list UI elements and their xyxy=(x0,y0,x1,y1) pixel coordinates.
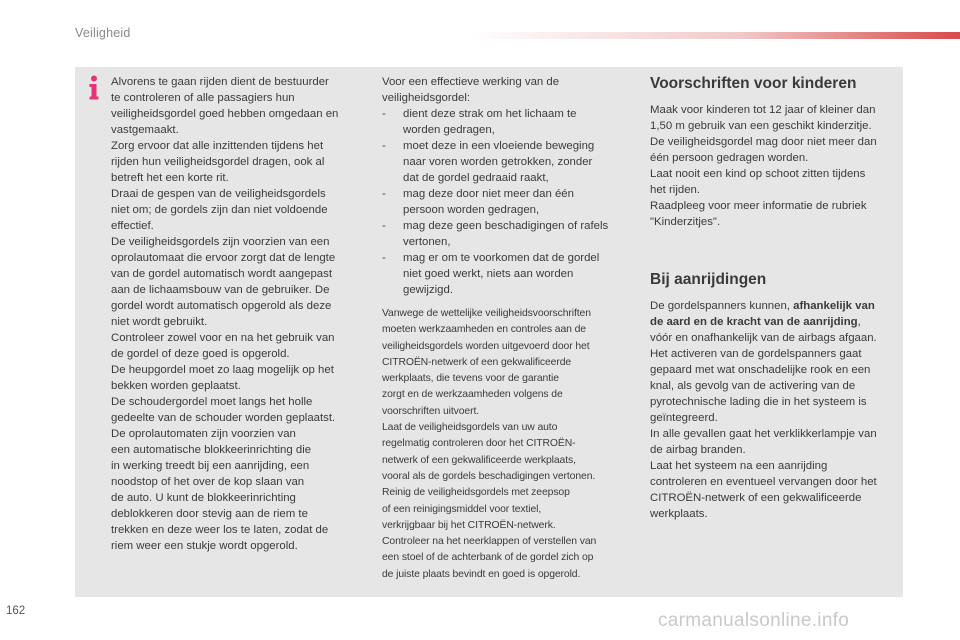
list-item-text: mag er om te voorkomen dat de gordel niet goed werkt, niets aan worden gewijzigd. xyxy=(403,252,600,296)
collisions-paragraph xyxy=(650,298,900,522)
collisions-bold-text: afhankelijk van xyxy=(793,300,875,312)
info-panel xyxy=(75,67,903,597)
collisions-bold-text: de aard en de kracht van de aanrijding xyxy=(650,316,858,328)
list-item-text: dient deze strak om het lichaam te worden gedragen, xyxy=(403,108,577,136)
list-dash: - xyxy=(382,188,386,200)
list-item-text: moet deze in een vloeiende beweging naar voren worden getrokken, zonder dat de gordel gedraaid raakt, xyxy=(403,140,595,184)
header-accent-bar xyxy=(470,32,960,39)
effectiveness-list xyxy=(382,106,634,298)
list-dash: - xyxy=(382,140,386,152)
collisions-text: , xyxy=(857,316,861,328)
page-number: 162 xyxy=(6,605,26,617)
list-item xyxy=(382,138,634,186)
list-item xyxy=(382,186,634,218)
section-title-children: Voorschriften voor kinderen xyxy=(650,75,857,92)
collisions-text: vóór en onafhankelijk van de airbags afgaan. Het activeren van de gordelspanners gaat gepaard met wat onschadelijke rook en een knal, als gevolg van de activering van de pyrotechnische lading die in het systeem is geïntegreerd. In alle gevallen gaat het verklikkerlampje van de airbag branden. Laat het systeem na een aanrijding controleren en eventueel vervangen door het CITROËN-netwerk of een gekwalificeerde werkplaats. xyxy=(650,332,877,520)
children-paragraph: Maak voor kinderen tot 12 jaar of kleiner dan 1,50 m gebruik van een geschikt kinderzitje. De veiligheidsgordel mag door niet meer dan één persoon gedragen worden. Laat nooit een kind op schoot zitten tijdens het rijden. Raadpleeg voor meer informatie de rubriek "Kinderzitjes". xyxy=(650,104,877,228)
column2-intro: Voor een effectieve werking van de veiligheidsgordel: xyxy=(382,76,560,104)
list-dash: - xyxy=(382,108,386,120)
column1-paragraph: Alvorens te gaan rijden dient de bestuurder te controleren of alle passagiers hun veiligheidsgordel goed hebben omgedaan en vastgemaakt. Zorg ervoor dat alle inzittenden tijdens het rijden hun veiligheidsgordel dragen, ook al betreft het een korte rit. Draai de gespen van de veiligheidsgordels niet om; de gordels zijn dan niet voldoende effectief. De veiligheidsgordels zijn voorzien van een oprolautomaat die ervoor zorgt dat de lengte van de gordel automatisch wordt aangepast aan de lichaamsbouw van de gebruiker. De gordel wordt automatisch opgerold als deze niet wordt gebruikt. Controleer zowel voor en na het gebruik van de gordel of deze goed is opgerold. De heupgordel moet zo laag mogelijk op het bekken worden geplaatst. De schoudergordel moet langs het holle gedeelte van de schouder worden geplaatst. De oprolautomaten zijn voorzien van een automatische blokkeerinrichting die in werking treedt bij een aanrijding, een noodstop of het over de kop slaan van de auto. U kunt de blokkeerinrichting deblokkeren door stevig aan de riem te trekken en deze weer los te laten, zodat de riem weer een stukje wordt opgerold. xyxy=(111,76,339,552)
list-dash: - xyxy=(382,252,386,264)
list-item xyxy=(382,106,634,138)
collisions-text: De gordelspanners kunnen, xyxy=(650,300,794,312)
list-item xyxy=(382,250,634,298)
list-item-text: mag deze door niet meer dan één persoon worden gedragen, xyxy=(403,188,574,216)
list-item xyxy=(382,218,634,250)
list-item-text: mag deze geen beschadigingen of rafels vertonen, xyxy=(403,220,609,248)
list-dash: - xyxy=(382,220,386,232)
watermark-text: carmanualsonline.info xyxy=(658,610,850,631)
regulations-small-print: Vanwege de wettelijke veiligheidsvoorschriften moeten werkzaamheden en controles aan de veiligheidsgordels worden uitgevoerd door het CITROËN-netwerk of een gekwalificeerde werkplaats, die tevens voor de garantie zorgt en de werkzaamheden volgens de voorschriften uitvoert. Laat de veiligheidsgordels van uw auto regelmatig controleren door het CITROËN- netwerk of een gekwalificeerde werkplaats, vooral als de gordels beschadigingen vertonen. Reinig de veiligheidsgordels met zeepsop of een reinigingsmiddel voor textiel, verkrijgbaar bij het CITROËN-netwerk. Controleer na het neerklappen of verstellen van een stoel of de achterbank of de gordel zich op de juiste plaats bevindt en goed is opgerold. xyxy=(382,308,597,580)
safety-text-column-1 xyxy=(111,74,363,554)
safety-text-column-2 xyxy=(382,74,634,583)
page-header-title: Veiligheid xyxy=(75,26,131,40)
info-icon xyxy=(87,75,101,101)
safety-text-column-3 xyxy=(650,74,900,522)
section-title-collisions: Bij aanrijdingen xyxy=(650,271,767,288)
